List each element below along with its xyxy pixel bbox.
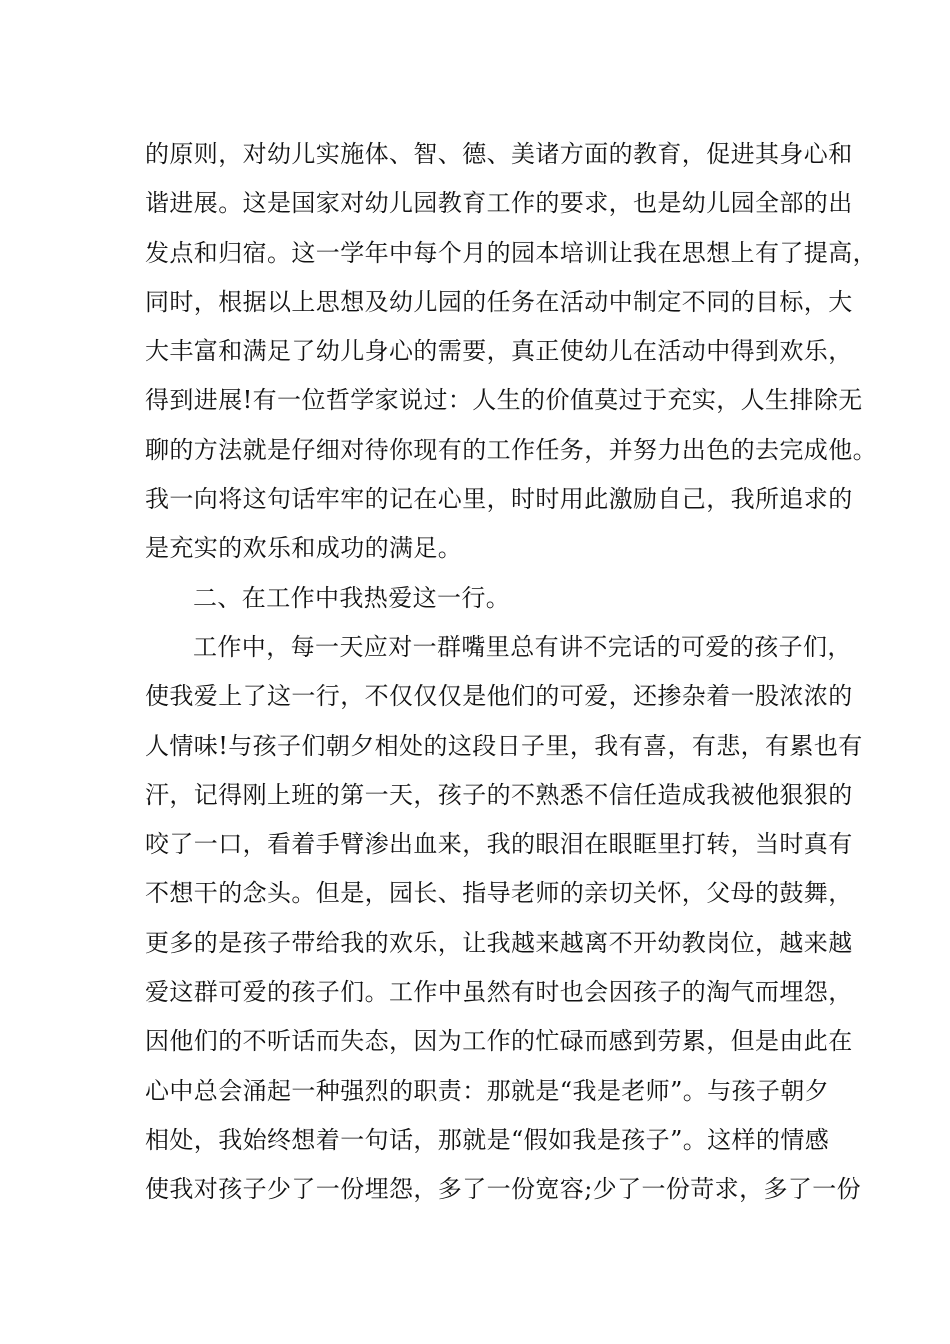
text-line: 汗，记得刚上班的第一天，孩子的不熟悉不信任造成我被他狠狠的 — [145, 780, 853, 809]
text-line: 心中总会涌起一种强烈的职责：那就是“我是老师”。与孩子朝夕 — [145, 1076, 830, 1105]
text-line: 我一向将这句话牢牢的记在心里，时时用此激励自己，我所追求的 — [145, 485, 853, 514]
text-line: 聊的方法就是仔细对待你现有的工作任务，并努力出色的去完成他。 — [145, 435, 877, 464]
text-line: 的原则，对幼儿实施体、智、德、美诸方面的教育，促进其身心和 — [145, 140, 853, 168]
text-line: 更多的是孩子带给我的欢乐，让我越来越离不开幼教岗位，越来越 — [145, 928, 853, 957]
paragraph-first-line: 工作中，每一天应对一群嘴里总有讲不完话的可爱的孩子们， — [193, 632, 852, 661]
text-line: 人情味!与孩子们朝夕相处的这段日子里，我有喜，有悲，有累也有 — [145, 731, 863, 760]
text-line: 咬了一口，看着手臂渗出血来，我的眼泪在眼眶里打转，当时真有 — [145, 830, 853, 859]
text-line: 同时，根据以上思想及幼儿园的任务在活动中制定不同的目标，大 — [145, 287, 853, 316]
body-text — [145, 130, 877, 1215]
text-line: 爱这群可爱的孩子们。工作中虽然有时也会因孩子的淘气而埋怨， — [145, 978, 853, 1007]
text-line: 谐进展。这是国家对幼儿园教育工作的要求，也是幼儿园全部的出 — [145, 189, 853, 218]
text-line: 是充实的欢乐和成功的满足。 — [145, 534, 463, 563]
text-line: 相处，我始终想着一句话，那就是“假如我是孩子”。这样的情感 — [145, 1125, 830, 1154]
section-heading: 二、在工作中我热爱这一行。 — [193, 583, 511, 612]
text-line: 不想干的念头。但是，园长、指导老师的亲切关怀，父母的鼓舞， — [145, 879, 853, 908]
text-line: 使我对孩子少了一份埋怨，多了一份宽容;少了一份苛求，多了一份 — [145, 1175, 862, 1204]
text-line: 使我爱上了这一行，不仅仅仅是他们的可爱，还掺杂着一股浓浓的 — [145, 682, 853, 711]
text-line: 发点和归宿。这一学年中每个月的园本培训让我在思想上有了提高， — [145, 238, 877, 267]
text-line: 因他们的不听话而失态，因为工作的忙碌而感到劳累，但是由此在 — [145, 1027, 853, 1056]
text-line: 得到进展!有一位哲学家说过：人生的价值莫过于充实，人生排除无 — [145, 386, 863, 415]
text-line: 大丰富和满足了幼儿身心的需要，真正使幼儿在活动中得到欢乐， — [145, 337, 853, 366]
